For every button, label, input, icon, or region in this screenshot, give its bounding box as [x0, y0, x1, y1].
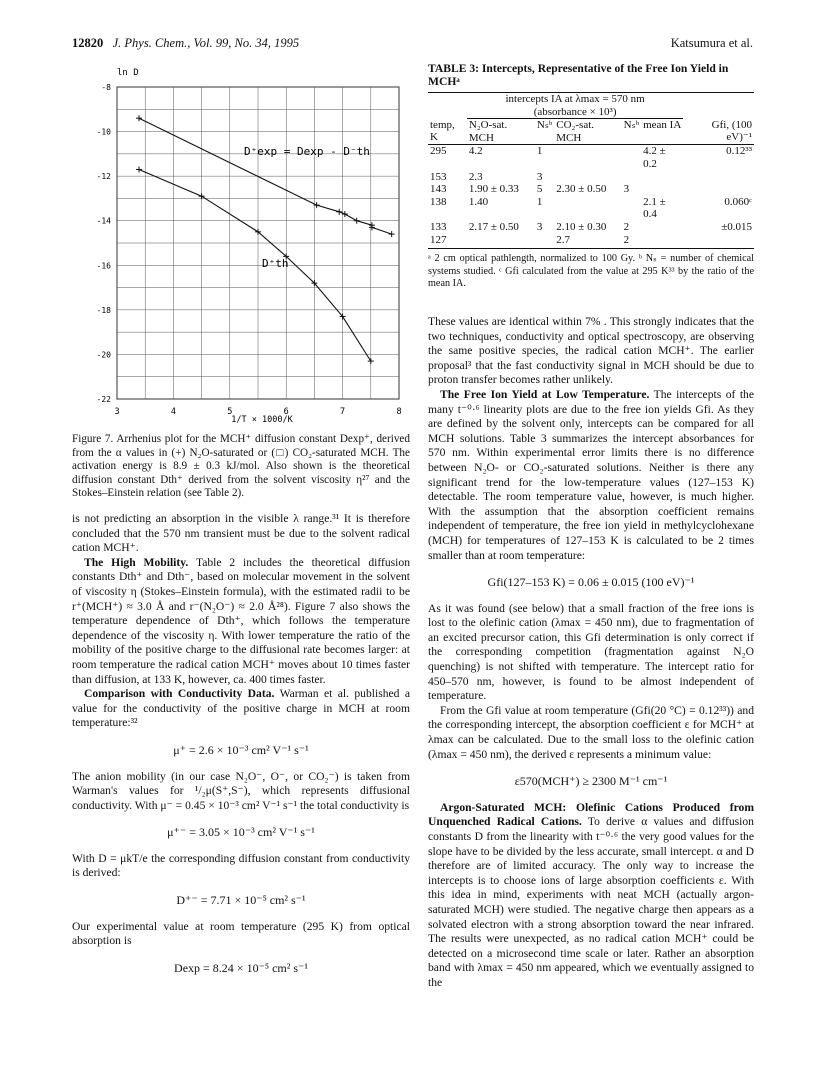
data-point-marker	[354, 218, 360, 224]
y-tick-label: -8	[101, 83, 111, 92]
section-heading-comparison: Comparison with Conductivity Data.	[84, 687, 275, 701]
table-cell-ns1	[535, 234, 554, 247]
table-cell-co2	[554, 196, 621, 221]
table-cell-ns2: 3	[623, 183, 630, 196]
table-cell-mean	[641, 234, 683, 247]
table-cell-mean: 2.1 ± 0.4	[643, 195, 666, 221]
paragraph-text: Warman et al. published a value for the conductivity of the positive charge in MCH at room temperature:³²	[72, 687, 410, 730]
table-row	[428, 183, 754, 196]
table-cell-temp: 153	[430, 170, 447, 183]
table-cell-ns2	[622, 145, 641, 171]
table-3-grid	[428, 92, 754, 246]
span-header-line1: intercepts IA at λmax = 570 nm	[505, 93, 645, 105]
table-span-header	[467, 93, 683, 119]
paragraph: These values are identical within 7% . This strongly indicates that the two techniques, conductivity and optical spectroscopy, are observing the same positive species, the radical cation MCH⁺. The earlier proposal³ that the fast conductivity signal in MCH should be due to proton transfer becomes rather unlikely.	[428, 315, 754, 387]
col-header-temp: temp, K	[430, 118, 455, 144]
table-cell-gfi: 0.12³³	[726, 145, 752, 158]
table-cell-ns1: 5	[536, 183, 543, 196]
journal-citation: J. Phys. Chem., Vol. 99, No. 34, 1995	[112, 36, 300, 50]
table-cell-ns2: 2	[623, 233, 630, 246]
paragraph-text: To derive α values and diffusion constants D from the linearity with t⁻⁰·⁶ the very good values for the slope have to be divided by the less accurate, small intercept. α and D therefore are of limited accuracy. The only way to increase the intercepts is to choose ions of large absorption coefficients ε. With this idea in mind, experiments with neat MCH (actually argon-saturated MCH) were studied. The negative charge then appears as a solvated electron with a strong absorption toward the near infrared. The results were unexpected, as no radical cation MCH⁺ could be detected on a microsecond time scale or later. Rather an absorption band with λmax = 450 nm appeared, which we eventually assigned to the	[428, 815, 754, 989]
table-cell-ns1: 3	[536, 220, 543, 233]
figure-7-caption	[72, 433, 410, 501]
table-cell-ns2: 2	[623, 220, 630, 233]
right-column	[428, 315, 754, 991]
table-3	[428, 62, 754, 291]
equation: Dexp = 8.24 × 10⁻⁵ cm² s⁻¹	[174, 960, 308, 975]
col-header-ns: Nₛᵇ	[623, 119, 640, 132]
y-tick-label: -16	[96, 261, 111, 271]
table-cell-mean: 4.2 ± 0.2	[643, 145, 666, 170]
col-header-n2o: N₂O-sat. MCH	[468, 119, 508, 144]
paragraph	[428, 388, 754, 563]
paragraph-text: Table 2 includes the theoretical diffusion constants Dth⁺ and Dth⁻, based on molecular movement in the solvent of viscosity η (Stokes–Einstein formula), with the estimated radii to be r⁺(MCH⁺) ≈ 3.0 Å and r⁻(N₂O⁻) ≈ 2.0 Å²⁸). Figure 7 also shows the temperature dependence of Dth⁺, which follows the temperature dependence of the viscosity η. With lower temperature the ratio of the mobility of the positive charge to the diffusional rate becomes larger: at room temperature the radical cation MCH⁺ moves about 10 times faster than diffusion, at 133 K, however, ca. 400 times faster.	[72, 555, 410, 686]
x-tick-label: 4	[170, 407, 176, 417]
y-tick-label: -14	[96, 216, 111, 226]
equation: D⁺⁻ = 7.71 × 10⁻⁵ cm² s⁻¹	[176, 893, 306, 908]
y-tick-label: -20	[96, 350, 111, 360]
x-axis-label: 1/T × 1000/K	[231, 415, 293, 425]
span-header-line2: (absorbance × 10³)	[533, 105, 617, 118]
page-number: 12820	[72, 36, 104, 50]
table-cell-gfi	[683, 171, 754, 184]
table-cell-co2	[554, 145, 621, 171]
paragraph: From the Gfi value at room temperature (Gfi(20 °C) = 0.12³³)) and the corresponding intercept, the absorption coefficient ε for MCH⁺ at λmax can be calculated. Due to the small loss to the olefinic cation (λmax = 450 nm), the derived ε represents a minimum value:	[428, 703, 754, 761]
paragraph: is not predicting an absorption in the visible λ range.³¹ It is therefore concluded that the 570 nm transient must be due to the solvent radical cation MCH⁺.	[72, 512, 410, 555]
running-authors: Katsumura et al.	[670, 36, 753, 50]
table-title: TABLE 3: Intercepts, Representative of the Free Ion Yield in MCHᵃ	[428, 62, 729, 88]
section-heading-free-ion: The Free Ion Yield at Low Temperature.	[440, 387, 650, 401]
y-tick-label: -12	[96, 172, 111, 182]
table-cell-ns2	[622, 171, 641, 184]
y-axis-label: ln D	[117, 68, 139, 78]
equation: ε570(MCH⁺) ≥ 2300 M⁻¹ cm⁻¹	[514, 774, 668, 789]
y-tick-labels	[97, 83, 112, 404]
table-cell-co2	[554, 171, 621, 184]
paragraph	[428, 801, 754, 991]
table-cell-n2o: 1.40	[468, 195, 489, 208]
data-point-marker	[389, 231, 395, 237]
paragraph: With D = μkT/e the corresponding diffusion constant from conductivity is derived:	[72, 851, 410, 880]
caption-text: Figure 7. Arrhenius plot for the MCH⁺ diffusion constant Dexp⁺, derived from the α values in (+) N₂O-saturated or (□) CO₂-saturated MCH. The activation energy is 8.9 ± 0.3 kJ/mol. Also shown is the theoretical diffusion constant Dth⁺ derived from the solvent viscosity η²⁷ and the Stokes–Einstein relation (see Table 2).	[72, 433, 410, 500]
equation: μ⁺⁻ = 3.05 × 10⁻³ cm² V⁻¹ s⁻¹	[167, 825, 315, 840]
equation: Gfi(127–153 K) = 0.06 ± 0.015 (100 eV)⁻¹	[487, 575, 695, 590]
annotation-d-exp: D⁺exp = Dexp - D⁻th	[244, 145, 370, 158]
table-cell-co2: 2.7	[556, 233, 571, 246]
table-cell-ns1: 3	[536, 170, 543, 183]
x-tick-label: 5	[227, 407, 233, 417]
paragraph-text: The intercepts of the many t⁻⁰·⁶ linearity plots are due to the free ion yields Gfi. As they are defined by the solvent only, intercepts can be compared for all MCH solutions. Table 3 summarizes the intercept absorbances for 570 nm. Within experimental error limits there is no difference between N₂O- or CO₂-saturated solutions. Neither is there any significant trend for the low-temperature values (127–153 K) detectable. The room temperature value, however, is much higher. With the assumption that the absorption coefficient remains independent of temperature, the free ion yield in methylcyclohexane (MCH) for temperatures of 127–153 K is calculated to be 2 times smaller than at room temperature:	[428, 387, 754, 562]
table-cell-temp: 127	[430, 233, 447, 246]
table-cell-temp: 143	[430, 183, 447, 196]
table-row	[428, 196, 754, 221]
equation: μ⁺ = 2.6 × 10⁻³ cm² V⁻¹ s⁻¹	[173, 742, 309, 757]
annotation-d-th: D⁺th	[262, 257, 289, 270]
paragraph: Our experimental value at room temperature (295 K) from optical absorption is	[72, 919, 410, 948]
table-cell-gfi	[683, 183, 754, 196]
table-cell-co2: 2.30 ± 0.50	[556, 183, 607, 196]
table-cell-ns1: 1	[536, 195, 543, 208]
table-cell-mean	[641, 183, 683, 196]
running-header	[72, 36, 299, 51]
data-point-marker	[368, 358, 374, 364]
col-header-ns: Nₛᵇ	[536, 119, 553, 132]
y-tick-label: -18	[96, 305, 111, 315]
table-cell-co2: 2.10 ± 0.30	[556, 220, 607, 233]
left-column	[72, 512, 410, 987]
figure-7-chart	[72, 62, 412, 427]
data-point-marker	[336, 209, 342, 215]
table-cell-gfi	[683, 234, 754, 247]
col-header-gfi: Gfi, (100 eV)⁻¹	[711, 118, 752, 144]
table-row	[428, 234, 754, 247]
y-tick-label: -10	[96, 127, 111, 137]
table-cell-n2o	[467, 234, 535, 247]
table-body	[428, 145, 754, 246]
x-tick-label: 6	[283, 407, 289, 417]
table-cell-n2o: 2.17 ± 0.50	[468, 220, 519, 233]
chart-grid	[117, 87, 399, 399]
table-cell-mean	[641, 221, 683, 234]
y-tick-label: -22	[96, 395, 111, 404]
table-cell-temp: 295	[430, 145, 447, 158]
paragraph: The anion mobility (in our case N₂O⁻, O⁻, or CO₂⁻) is taken from Warman's values for ¹/₂μ(S⁺,S⁻), which represents diffusional conductivity. With μ⁻ = 0.45 × 10⁻³ cm² V⁻¹ s⁻¹ the total conductivity is	[72, 769, 410, 812]
section-heading-argon: Argon-Saturated MCH: Olefinic Cations Produced from Unquenched Radical Cations.	[428, 800, 754, 829]
table-cell-gfi: 0.060ᶜ	[724, 195, 752, 208]
x-tick-label: 8	[396, 407, 402, 417]
table-cell-n2o: 4.2	[468, 145, 483, 158]
table-cell-n2o: 2.3	[468, 170, 483, 183]
table-row	[428, 145, 754, 171]
x-tick-label: 3	[114, 407, 120, 417]
col-header-co2: CO₂-sat. MCH	[556, 119, 595, 144]
table-footnote: ᵃ 2 cm optical pathlength, normalized to 100 Gy. ᵇ Nₛ = number of chemical systems studied. ᶜ Gfi calculated from the value at 295 K³³ by the ratio of the mean IA.	[428, 253, 754, 290]
table-cell-gfi: ±0.015	[721, 220, 752, 233]
data-point-marker	[136, 166, 142, 172]
paragraph: As it was found (see below) that a small fraction of the free ions is lost to the olefinic cation (λmax = 450 nm), due to fragmentation of an excited precursor cation, this Gfi determination is only correct if the corresponding competition (fragmentation against N₂O quenching) is not shifted with temperature. The intercept ratio for 450–570 nm, however, is found to be almost independent of temperature.	[428, 601, 754, 703]
section-heading-high-mobility: The High Mobility.	[84, 555, 189, 569]
paragraph	[72, 687, 410, 731]
x-tick-label: 7	[340, 407, 346, 417]
table-cell-temp: 133	[430, 220, 447, 233]
table-cell-ns2	[622, 196, 641, 221]
table-row	[428, 171, 754, 184]
col-header-mean: mean IA	[643, 119, 682, 132]
data-point-marker	[136, 115, 142, 121]
table-cell-n2o: 1.90 ± 0.33	[468, 183, 519, 196]
paragraph	[72, 556, 410, 687]
table-row	[428, 221, 754, 234]
table-cell-ns1: 1	[536, 145, 543, 158]
table-cell-temp: 138	[430, 195, 447, 208]
table-cell-mean	[641, 171, 683, 184]
